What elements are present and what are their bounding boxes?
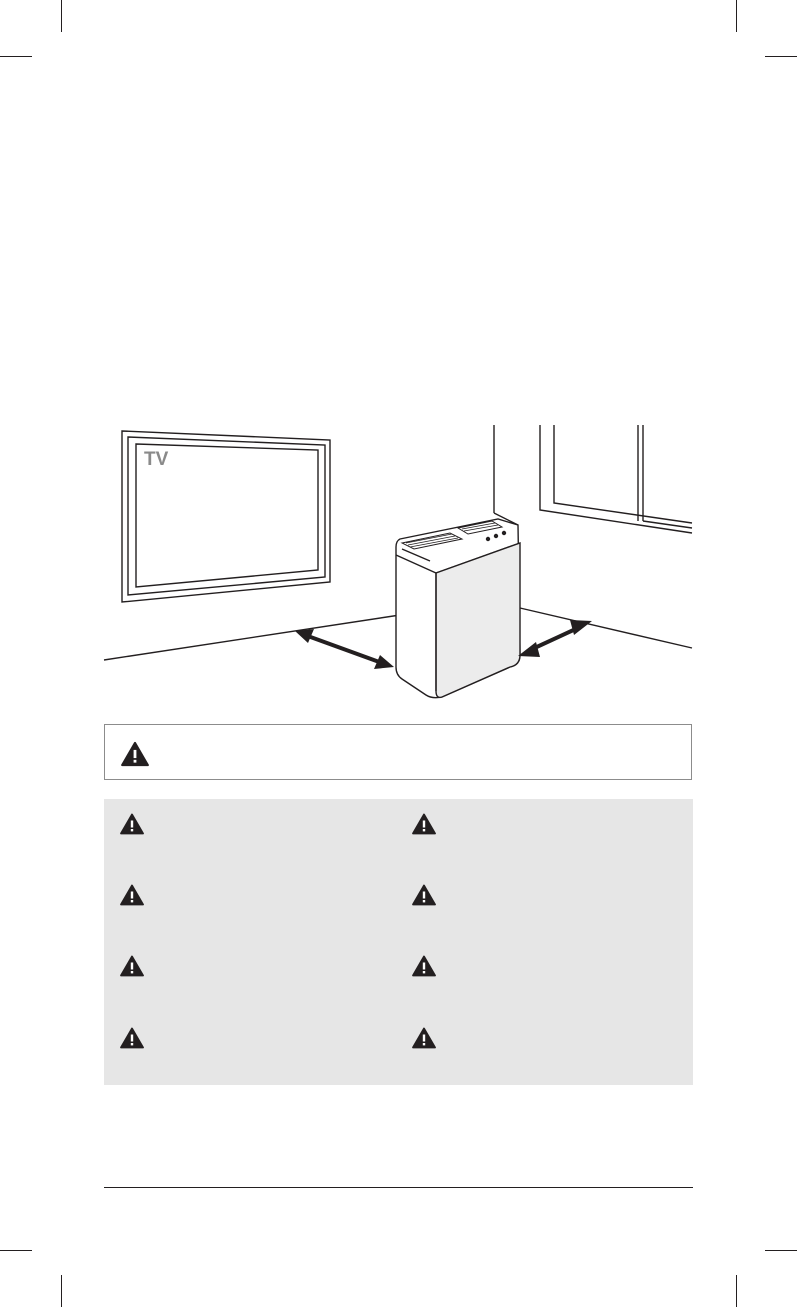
caution-item — [120, 884, 380, 924]
crop-mark — [736, 1275, 737, 1307]
placement-illustration — [100, 415, 700, 705]
warning-triangle-icon — [412, 955, 436, 977]
crop-mark — [0, 56, 32, 57]
crop-mark — [0, 1250, 32, 1251]
crop-mark — [61, 1275, 62, 1307]
crop-mark — [736, 0, 737, 32]
warning-triangle-icon — [120, 884, 144, 906]
caution-item — [412, 955, 672, 995]
warning-triangle-icon — [412, 813, 436, 835]
cautions-panel — [104, 799, 693, 1085]
clearance-arrow — [518, 620, 592, 657]
caution-item — [120, 813, 380, 853]
warning-triangle-icon — [120, 955, 144, 977]
crop-mark — [765, 56, 797, 57]
warning-triangle-icon — [412, 1027, 436, 1049]
air-purifier-icon — [396, 519, 520, 698]
footer-rule — [104, 1187, 693, 1188]
warning-triangle-icon — [412, 884, 436, 906]
caution-item — [412, 884, 672, 924]
caution-item — [412, 813, 672, 853]
warning-triangle-icon — [120, 1027, 144, 1049]
warning-triangle-icon — [121, 741, 149, 767]
caution-item — [412, 1027, 672, 1067]
crop-mark — [765, 1250, 797, 1251]
crop-mark — [61, 0, 62, 32]
warning-triangle-icon — [120, 813, 144, 835]
clearance-arrow — [295, 629, 394, 669]
caution-item — [120, 1027, 380, 1067]
caution-item — [120, 955, 380, 995]
tv-label: TV — [144, 449, 169, 470]
main-warning-box — [104, 724, 692, 780]
